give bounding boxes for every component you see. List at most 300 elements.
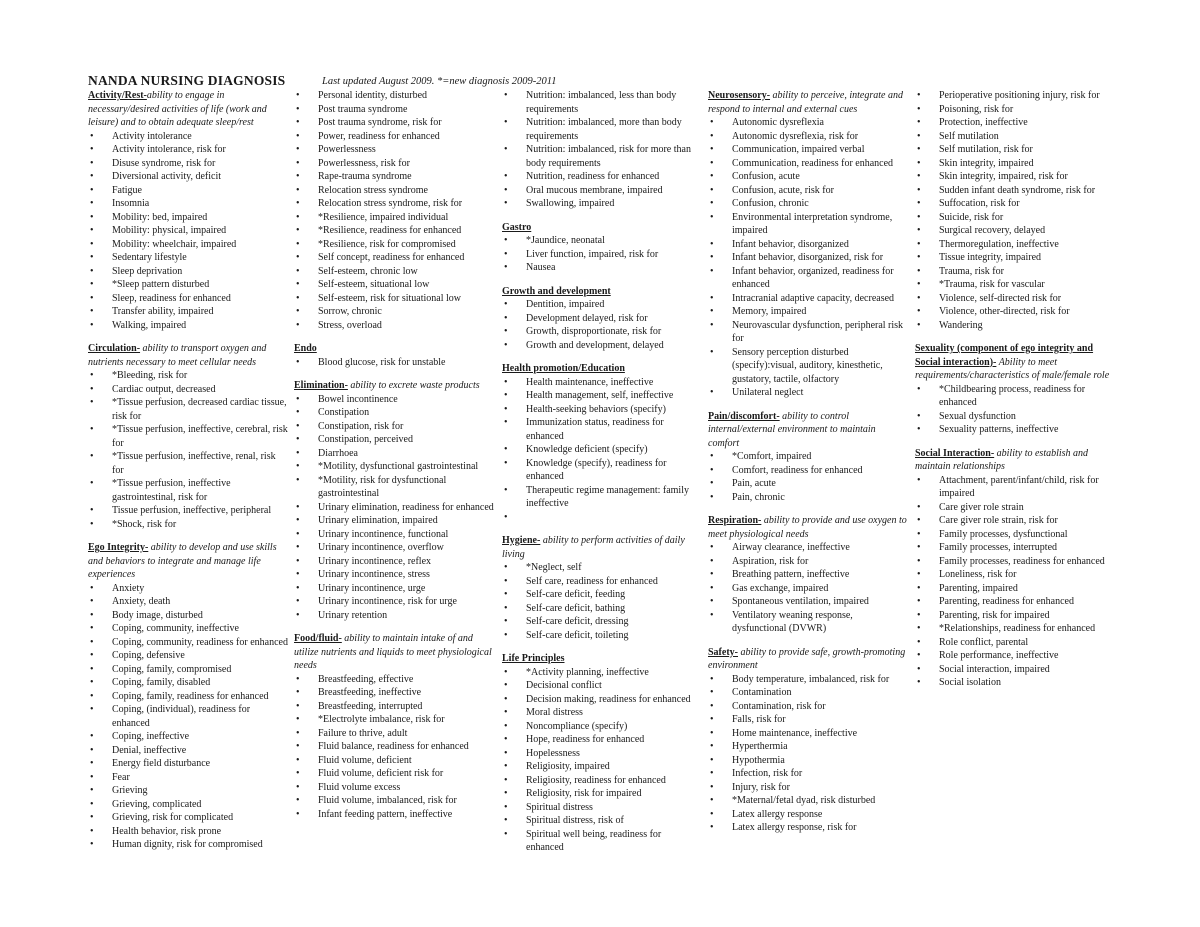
list-item: • Hopelessness (502, 747, 700, 761)
list-item: • Urinary incontinence, reflex (294, 555, 494, 569)
list-item: • Self-esteem, situational low (294, 278, 494, 292)
section-heading: Social Interaction- (915, 447, 995, 459)
section-heading: Growth and development (502, 285, 611, 297)
list-item: • Nutrition: imbalanced, less than body requirements (502, 89, 700, 116)
list-item: • Anxiety (88, 582, 288, 596)
list-item: • Constipation, risk for (294, 420, 494, 434)
list-item: • Care giver role strain (915, 501, 1115, 515)
list-item: • *Bleeding, risk for (88, 369, 288, 383)
list-item: • Self concept, readiness for enhanced (294, 251, 494, 265)
section-description: ability to perform activities of daily living (502, 535, 685, 560)
list-item: • Powerlessness, risk for (294, 157, 494, 171)
list-item: • Breastfeeding, ineffective (294, 686, 494, 700)
diagnosis-list (915, 474, 1115, 690)
section (88, 89, 288, 332)
section (915, 89, 1115, 332)
list-item: • Sleep deprivation (88, 265, 288, 279)
list-item: • Perioperative positioning injury, risk for (915, 89, 1115, 103)
list-item: • *Resilience, readiness for enhanced (294, 224, 494, 238)
list-item: • Coping, ineffective (88, 730, 288, 744)
list-item: • Relocation stress syndrome, risk for (294, 197, 494, 211)
list-item: • Infant behavior, disorganized (708, 238, 908, 252)
section-gap (708, 504, 908, 514)
list-item: • Knowledge (specify), readiness for enhanced (502, 457, 700, 484)
list-item: • Spiritual distress, risk of (502, 814, 700, 828)
list-item: • Post trauma syndrome (294, 103, 494, 117)
list-item: • Skin integrity, impaired, risk for (915, 170, 1115, 184)
list-item: • *Tissue perfusion, ineffective, cerebral, risk for (88, 423, 288, 450)
section-description: ability to control internal/external environment to maintain comfort (708, 410, 876, 449)
list-item: • Gas exchange, impaired (708, 582, 908, 596)
list-item: • Infant behavior, organized, readiness for enhanced (708, 265, 908, 292)
list-item: • Knowledge deficient (specify) (502, 443, 700, 457)
list-item: • Urinary incontinence, risk for urge (294, 595, 494, 609)
section-header (294, 379, 494, 393)
page-title: NANDA NURSING DIAGNOSIS (88, 73, 286, 88)
list-item: • Diversional activity, deficit (88, 170, 288, 184)
list-item: • Spiritual distress (502, 801, 700, 815)
list-item: • Coping, defensive (88, 649, 288, 663)
list-item: • Decision making, readiness for enhanced (502, 693, 700, 707)
list-item: • Bowel incontinence (294, 393, 494, 407)
list-item: • Nutrition: imbalanced, more than body requirements (502, 116, 700, 143)
list-item: • *Comfort, impaired (708, 450, 908, 464)
list-item: • Suicide, risk for (915, 211, 1115, 225)
section-gap (915, 332, 1115, 342)
list-item: • Religiosity, impaired (502, 760, 700, 774)
section (294, 379, 494, 622)
section-description: ability to maintain intake of and utilize nutrients and liquids to meet physiological needs (294, 633, 492, 671)
list-item: • Fluid volume, deficient (294, 754, 494, 768)
section-description: Ability to meet requirements/characteristics of male/female role (915, 356, 1110, 381)
section (502, 652, 700, 855)
section (502, 362, 700, 524)
section-gap (88, 332, 288, 342)
section-description: ability to provide and use oxygen to meet physiological needs (708, 515, 907, 540)
list-item: • *Relationships, readiness for enhanced (915, 622, 1115, 636)
list-item: • Fatigue (88, 184, 288, 198)
section-header (708, 514, 908, 541)
list-item: • Tissue perfusion, ineffective, peripheral (88, 504, 288, 518)
list-item: • Coping, family, compromised (88, 663, 288, 677)
list-item: • Sexuality patterns, ineffective (915, 423, 1115, 437)
diagnosis-list (502, 666, 700, 855)
section-heading: Gastro (502, 221, 532, 233)
list-item: • Social isolation (915, 676, 1115, 690)
list-item: • Denial, ineffective (88, 744, 288, 758)
section-gap (502, 275, 700, 285)
section (294, 89, 494, 332)
section (294, 632, 494, 821)
list-item: • Breastfeeding, interrupted (294, 700, 494, 714)
section-heading: Food/fluid- (294, 633, 342, 644)
section-description: ability to excrete waste products (347, 380, 480, 391)
section-gap (708, 400, 908, 410)
list-item: • Insomnia (88, 197, 288, 211)
list-item: • *Tissue perfusion, decreased cardiac tissue, risk for (88, 396, 288, 423)
section-heading: Circulation- (88, 343, 141, 354)
section (502, 285, 700, 353)
list-item: • Therapeutic regime management: family ineffective (502, 484, 700, 511)
section-gap (915, 437, 1115, 447)
list-item: • Self mutilation (915, 130, 1115, 144)
list-item: • Stress, overload (294, 319, 494, 333)
list-item: • Growth, disproportionate, risk for (502, 325, 700, 339)
diagnosis-list (88, 369, 288, 531)
list-item: • Urinary incontinence, functional (294, 528, 494, 542)
section-header (708, 646, 908, 673)
list-item: • Failure to thrive, adult (294, 727, 494, 741)
list-item: • Coping, community, ineffective (88, 622, 288, 636)
list-item: • Mobility: wheelchair, impaired (88, 238, 288, 252)
list-item: • Development delayed, risk for (502, 312, 700, 326)
section-description: ability to perceive, integrate and respond to internal and external cues (708, 90, 903, 115)
column-1 (88, 89, 288, 852)
section-gap (294, 622, 494, 632)
list-item: • Nausea (502, 261, 700, 275)
list-item: • Mobility: physical, impaired (88, 224, 288, 238)
list-item: • Latex allergy response, risk for (708, 821, 908, 835)
list-item: • Care giver role strain, risk for (915, 514, 1115, 528)
list-item: • Family processes, readiness for enhanced (915, 555, 1115, 569)
list-item: • Body image, disturbed (88, 609, 288, 623)
section-header (915, 342, 1115, 383)
column-5 (915, 89, 1115, 690)
section-header (502, 221, 700, 235)
list-item: • Sedentary lifestyle (88, 251, 288, 265)
section-description: ability to develop and use skills and behaviors to integrate and manage life experiences (88, 542, 277, 580)
list-item: • *Activity planning, ineffective (502, 666, 700, 680)
list-item: • *Trauma, risk for vascular (915, 278, 1115, 292)
list-item: • Protection, ineffective (915, 116, 1115, 130)
section-gap (708, 636, 908, 646)
list-item: • Urinary elimination, readiness for enhanced (294, 501, 494, 515)
list-item: • Communication, readiness for enhanced (708, 157, 908, 171)
list-item: • Spiritual well being, readiness for enhanced (502, 828, 700, 855)
diagnosis-list (294, 393, 494, 623)
list-item: • Sexual dysfunction (915, 410, 1115, 424)
section-heading: Sexuality (component of ego integrity and Social interaction)- (915, 343, 1094, 368)
list-item: • Role conflict, parental (915, 636, 1115, 650)
list-item: • Sensory perception disturbed (specify):visual, auditory, kinesthetic, gustatory, tactile, olfactory (708, 346, 908, 387)
list-item: • Memory, impaired (708, 305, 908, 319)
list-item: • Confusion, acute, risk for (708, 184, 908, 198)
section (708, 514, 908, 636)
section-heading: Hygiene- (502, 535, 541, 546)
list-item: • Coping, community, readiness for enhanced (88, 636, 288, 650)
section-header (502, 285, 700, 299)
section-heading: Respiration- (708, 515, 762, 526)
list-item: • Suffocation, risk for (915, 197, 1115, 211)
list-item: • *Jaundice, neonatal (502, 234, 700, 248)
diagnosis-list (915, 89, 1115, 332)
list-item: • Rape-trauma syndrome (294, 170, 494, 184)
list-item: • Constipation, perceived (294, 433, 494, 447)
list-item: • Noncompliance (specify) (502, 720, 700, 734)
list-item: • Coping, family, disabled (88, 676, 288, 690)
list-item: • Contamination (708, 686, 908, 700)
diagnosis-list (294, 89, 494, 332)
list-item: • Health management, self, ineffective (502, 389, 700, 403)
list-item: • Activity intolerance, risk for (88, 143, 288, 157)
section-heading: Endo (294, 343, 317, 354)
list-item: • Health-seeking behaviors (specify) (502, 403, 700, 417)
list-item: • Intracranial adaptive capacity, decreased (708, 292, 908, 306)
section (88, 541, 288, 852)
list-item: • Wandering (915, 319, 1115, 333)
list-item: • Loneliness, risk for (915, 568, 1115, 582)
list-item: • Trauma, risk for (915, 265, 1115, 279)
list-item: • Social interaction, impaired (915, 663, 1115, 677)
section-heading: Activity/Rest- (88, 90, 147, 101)
section-heading: Elimination- (294, 380, 348, 391)
list-item: • Fluid volume excess (294, 781, 494, 795)
list-item: • Parenting, risk for impaired (915, 609, 1115, 623)
section-heading: Safety- (708, 646, 738, 658)
column-2 (294, 89, 494, 821)
list-item: • Parenting, readiness for enhanced (915, 595, 1115, 609)
list-item: • Urinary incontinence, overflow (294, 541, 494, 555)
list-item: • Religiosity, risk for impaired (502, 787, 700, 801)
list-item: • Health maintenance, ineffective (502, 376, 700, 390)
list-item: • Unilateral neglect (708, 386, 908, 400)
list-item: • *Neglect, self (502, 561, 700, 575)
list-item: • Hyperthermia (708, 740, 908, 754)
list-item: • Skin integrity, impaired (915, 157, 1115, 171)
section-header (294, 632, 494, 673)
list-item: • Confusion, chronic (708, 197, 908, 211)
list-item: • Hypothermia (708, 754, 908, 768)
section (502, 534, 700, 642)
section-heading: Ego Integrity- (88, 542, 149, 553)
list-item: • Sudden infant death syndrome, risk for (915, 184, 1115, 198)
list-item: • Urinary retention (294, 609, 494, 623)
list-item: • Aspiration, risk for (708, 555, 908, 569)
section-gap (502, 211, 700, 221)
list-item: • Family processes, interrupted (915, 541, 1115, 555)
section-gap (88, 531, 288, 541)
list-item: • Pain, acute (708, 477, 908, 491)
list-item: • Autonomic dysreflexia, risk for (708, 130, 908, 144)
list-item: • *Resilience, impaired individual (294, 211, 494, 225)
diagnosis-list (502, 89, 700, 211)
list-item: • Parenting, impaired (915, 582, 1115, 596)
section-gap (294, 369, 494, 379)
section-header (88, 342, 288, 369)
list-item: • Power, readiness for enhanced (294, 130, 494, 144)
list-item: • Transfer ability, impaired (88, 305, 288, 319)
list-item: • Communication, impaired verbal (708, 143, 908, 157)
list-item: • Fluid balance, readiness for enhanced (294, 740, 494, 754)
list-item: • Latex allergy response (708, 808, 908, 822)
list-item: • Decisional conflict (502, 679, 700, 693)
list-item: • Anxiety, death (88, 595, 288, 609)
section (708, 646, 908, 835)
list-item: • Urinary elimination, impaired (294, 514, 494, 528)
list-item: • Nutrition: imbalanced, risk for more than body requirements (502, 143, 700, 170)
section-heading: Pain/discomfort- (708, 410, 780, 422)
list-item: • *Shock, risk for (88, 518, 288, 532)
list-item: • Thermoregulation, ineffective (915, 238, 1115, 252)
section (708, 410, 908, 505)
list-item: • Home maintenance, ineffective (708, 727, 908, 741)
list-item: • Self-esteem, risk for situational low (294, 292, 494, 306)
list-item: • Moral distress (502, 706, 700, 720)
section-header (502, 652, 700, 666)
list-item: • Sorrow, chronic (294, 305, 494, 319)
section-description: ability to engage in necessary/desired activities of life (work and leisure) and to obtain adequate sleep/rest (88, 90, 267, 128)
list-item: • Autonomic dysreflexia (708, 116, 908, 130)
list-item: • Relocation stress syndrome (294, 184, 494, 198)
list-item: • Walking, impaired (88, 319, 288, 333)
list-item: • Dentition, impaired (502, 298, 700, 312)
diagnosis-list (708, 673, 908, 835)
list-item: • Comfort, readiness for enhanced (708, 464, 908, 478)
diagnosis-list (88, 582, 288, 852)
list-item: • Infection, risk for (708, 767, 908, 781)
list-item: • Body temperature, imbalanced, risk for (708, 673, 908, 687)
list-item: • Violence, other-directed, risk for (915, 305, 1115, 319)
section (502, 89, 700, 211)
list-item: • Urinary incontinence, stress (294, 568, 494, 582)
section (915, 447, 1115, 690)
column-3 (502, 89, 700, 855)
list-item: • Grieving, complicated (88, 798, 288, 812)
diagnosis-list (915, 383, 1115, 437)
list-item: • Coping, (individual), readiness for enhanced (88, 703, 288, 730)
diagnosis-list (708, 116, 908, 400)
list-item: • Surgical recovery, delayed (915, 224, 1115, 238)
list-item: • *Motility, risk for dysfunctional gastrointestinal (294, 474, 494, 501)
list-item: • Post trauma syndrome, risk for (294, 116, 494, 130)
list-item: • Family processes, dysfunctional (915, 528, 1115, 542)
section-header (88, 89, 288, 130)
section-description: ability to establish and maintain relationships (915, 447, 1089, 472)
section (88, 342, 288, 531)
list-item: • *Sleep pattern disturbed (88, 278, 288, 292)
list-item: • Self-care deficit, bathing (502, 602, 700, 616)
diagnosis-list (502, 561, 700, 642)
section (915, 342, 1115, 437)
list-item: • Oral mucous membrane, impaired (502, 184, 700, 198)
list-item: • Hope, readiness for enhanced (502, 733, 700, 747)
list-item (502, 511, 700, 525)
section-header (915, 447, 1115, 474)
list-item: • *Motility, dysfunctional gastrointestinal (294, 460, 494, 474)
diagnosis-list (294, 356, 494, 370)
list-item: • Personal identity, disturbed (294, 89, 494, 103)
section-gap (502, 524, 700, 534)
list-item: • Pain, chronic (708, 491, 908, 505)
section-header (502, 362, 700, 376)
diagnosis-list (708, 541, 908, 636)
list-item: • Swallowing, impaired (502, 197, 700, 211)
list-item: • Fluid volume, deficient risk for (294, 767, 494, 781)
diagnosis-list (502, 234, 700, 275)
list-item: • Cardiac output, decreased (88, 383, 288, 397)
column-4 (708, 89, 908, 835)
section-gap (502, 352, 700, 362)
list-item: • Injury, risk for (708, 781, 908, 795)
list-item: • Grieving (88, 784, 288, 798)
list-item: • *Childbearing process, readiness for enhanced (915, 383, 1115, 410)
list-item: • Infant behavior, disorganized, risk for (708, 251, 908, 265)
diagnosis-list (502, 298, 700, 352)
diagnosis-list (294, 673, 494, 822)
list-item: • Immunization status, readiness for enhanced (502, 416, 700, 443)
list-item: • *Tissue perfusion, ineffective, renal, risk for (88, 450, 288, 477)
list-item: • Self-care deficit, toileting (502, 629, 700, 643)
list-item: • Nutrition, readiness for enhanced (502, 170, 700, 184)
list-item: • Ventilatory weaning response, dysfunctional (DVWR) (708, 609, 908, 636)
list-item: • Blood glucose, risk for unstable (294, 356, 494, 370)
list-item: • Human dignity, risk for compromised (88, 838, 288, 852)
section-header (708, 89, 908, 116)
list-item: • Poisoning, risk for (915, 103, 1115, 117)
list-item: • Infant feeding pattern, ineffective (294, 808, 494, 822)
list-item: • Diarrhoea (294, 447, 494, 461)
diagnosis-list (502, 376, 700, 525)
list-item: • Tissue integrity, impaired (915, 251, 1115, 265)
list-item: • Disuse syndrome, risk for (88, 157, 288, 171)
list-item: • Self mutilation, risk for (915, 143, 1115, 157)
list-item: • *Tissue perfusion, ineffective gastrointestinal, risk for (88, 477, 288, 504)
list-item: • *Maternal/fetal dyad, risk disturbed (708, 794, 908, 808)
list-item: • Self care, readiness for enhanced (502, 575, 700, 589)
list-item: • Neurovascular dysfunction, peripheral risk for (708, 319, 908, 346)
list-item: • Contamination, risk for (708, 700, 908, 714)
diagnosis-list (88, 130, 288, 333)
list-item: • *Resilience, risk for compromised (294, 238, 494, 252)
list-item: • Self-esteem, chronic low (294, 265, 494, 279)
section-header (708, 410, 908, 451)
list-item: • Grieving, risk for complicated (88, 811, 288, 825)
list-item: • Airway clearance, ineffective (708, 541, 908, 555)
section-heading: Neurosensory- (708, 90, 771, 101)
section-header (502, 534, 700, 561)
list-item: • Fluid volume, imbalanced, risk for (294, 794, 494, 808)
section (708, 89, 908, 400)
list-item: • Constipation (294, 406, 494, 420)
list-item: • Fear (88, 771, 288, 785)
list-item: • Health behavior, risk prone (88, 825, 288, 839)
list-item: • Attachment, parent/infant/child, risk for impaired (915, 474, 1115, 501)
section-header (88, 541, 288, 582)
section-heading: Life Principles (502, 653, 565, 664)
page-subtitle: Last updated August 2009. *=new diagnosis 2009-2011 (322, 76, 557, 87)
list-item: • Coping, family, readiness for enhanced (88, 690, 288, 704)
list-item: • Breathing pattern, ineffective (708, 568, 908, 582)
list-item: • Environmental interpretation syndrome, impaired (708, 211, 908, 238)
list-item: • Growth and development, delayed (502, 339, 700, 353)
list-item: • Confusion, acute (708, 170, 908, 184)
section-heading: Health promotion/Education (502, 363, 625, 374)
list-item: • Activity intolerance (88, 130, 288, 144)
list-item: • Sleep, readiness for enhanced (88, 292, 288, 306)
list-item: • Self-care deficit, feeding (502, 588, 700, 602)
list-item: • Violence, self-directed risk for (915, 292, 1115, 306)
section-gap (294, 332, 494, 342)
section (294, 342, 494, 369)
list-item: • *Electrolyte imbalance, risk for (294, 713, 494, 727)
list-item: • Mobility: bed, impaired (88, 211, 288, 225)
section (502, 221, 700, 275)
list-item: • Falls, risk for (708, 713, 908, 727)
section-gap (502, 642, 700, 652)
list-item: • Spontaneous ventilation, impaired (708, 595, 908, 609)
list-item: • Role performance, ineffective (915, 649, 1115, 663)
section-description: ability to provide safe, growth-promoting environment (708, 646, 906, 671)
